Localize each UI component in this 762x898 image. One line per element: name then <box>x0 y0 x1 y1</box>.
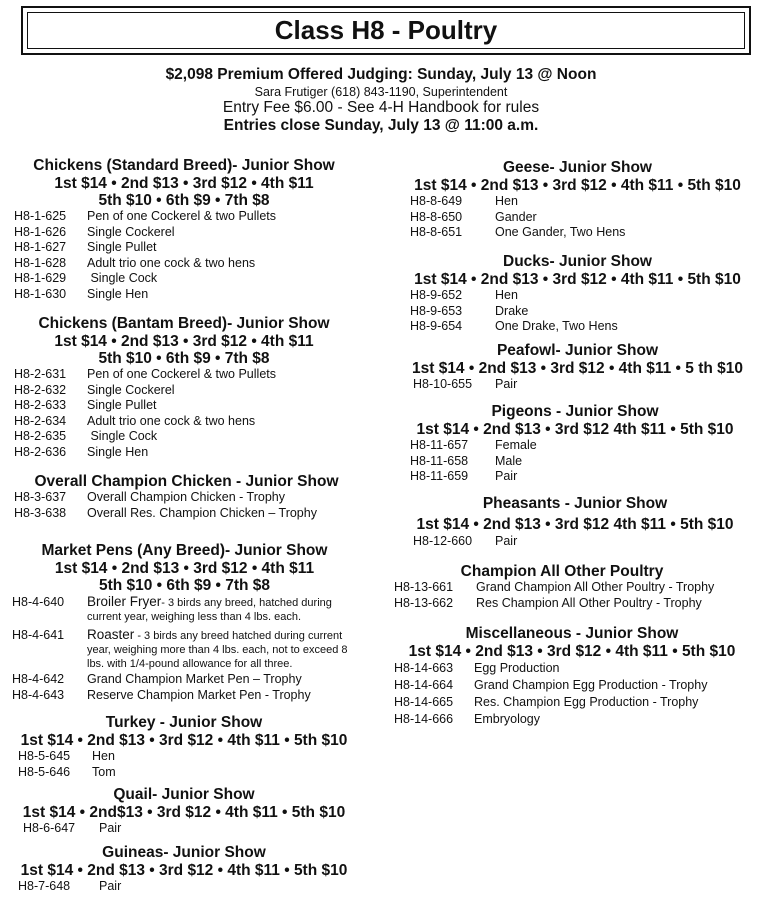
class-code: H8-8-651 <box>410 225 463 240</box>
class-name: Roaster <box>87 627 135 642</box>
section-title: Guineas- Junior Show <box>102 844 266 861</box>
class-item <box>14 209 354 225</box>
class-code: H8-1-625 <box>14 209 67 223</box>
class-code: H8-5-646 <box>18 764 71 779</box>
class-description: Single Cock <box>87 429 158 444</box>
class-item <box>394 580 750 596</box>
section-geese <box>405 160 750 241</box>
class-code: H8-2-633 <box>14 398 67 413</box>
section-guineas <box>14 845 354 895</box>
class-description: Male <box>495 453 523 468</box>
section-prizes: 1st $14 • 2nd $13 • 3rd $12 • 4th $11 <box>54 333 314 350</box>
class-code: H8-11-658 <box>410 453 469 468</box>
class-description: Pair <box>99 821 122 835</box>
section-prizes: 5th $10 • 6th $9 • 7th $8 <box>98 350 270 367</box>
class-description: Single Pullet <box>87 398 157 413</box>
class-item <box>14 287 354 303</box>
class-description: Res. Champion Egg Production - Trophy <box>474 695 699 709</box>
class-code: H8-14-663 <box>394 661 454 675</box>
class-item <box>400 438 750 454</box>
class-description: Single Cockerel <box>87 382 175 397</box>
section-prizes: 5th $10 • 6th $9 • 7th $8 <box>98 192 270 209</box>
class-description: One Gander, Two Hens <box>495 225 626 240</box>
class-description: Pen of one Cockerel & two Pullets <box>87 367 276 381</box>
class-code: H8-7-648 <box>18 879 71 893</box>
class-description: Overall Res. Champion Chicken – Trophy <box>87 505 317 520</box>
class-code: H8-1-627 <box>14 240 67 255</box>
class-description: Pair <box>495 469 518 484</box>
section-title: Pigeons - Junior Show <box>491 403 659 420</box>
class-code: H8-12-660 <box>413 534 473 548</box>
class-code: H8-1-630 <box>14 286 67 301</box>
class-description: Female <box>495 438 537 452</box>
premium-info: $2,098 Premium Offered Judging: Sunday, July 13 @ Noon <box>165 66 597 83</box>
class-description: Embryology <box>474 712 540 726</box>
class-description: Grand Champion All Other Poultry - Trophy <box>476 580 715 594</box>
class-description: Res Champion All Other Poultry - Trophy <box>476 595 702 610</box>
section-prizes: 1st $14 • 2nd $13 • 3rd $12 • 4th $11 <box>54 560 315 577</box>
class-code: H8-11-657 <box>410 438 469 452</box>
class-item <box>14 445 354 461</box>
class-code: H8-4-640 <box>12 595 65 609</box>
class-code: H8-3-637 <box>14 490 67 504</box>
section-market-pens <box>12 543 357 703</box>
class-code: H8-9-654 <box>410 319 463 334</box>
class-code: H8-14-666 <box>394 712 454 726</box>
section-title: Turkey - Junior Show <box>105 714 263 731</box>
section-prizes: 1st $14 • 2nd $13 • 3rd $12 • 4th $11 • 5th $10 <box>20 862 348 879</box>
class-code: H8-1-629 <box>14 271 67 286</box>
class-item <box>14 490 359 506</box>
page-title: Class H8 - Poultry <box>27 12 745 49</box>
class-item <box>405 210 750 226</box>
class-description: Egg Production <box>474 661 560 675</box>
class-item <box>400 469 750 485</box>
class-description: Grand Champion Egg Production - Trophy <box>474 678 708 692</box>
class-code: H8-2-632 <box>14 382 67 397</box>
class-description: Tom <box>92 764 116 779</box>
superintendent-info: Sara Frutiger (618) 843-1190, Superintendent <box>254 85 508 99</box>
class-item <box>14 414 354 430</box>
class-description: Single Hen <box>87 444 149 459</box>
section-overall-champion <box>14 474 359 521</box>
class-item <box>14 879 354 895</box>
entry-fee-info: Entry Fee $6.00 - See 4-H Handbook for rules <box>222 99 540 116</box>
class-description: Gander <box>495 209 537 224</box>
class-code: H8-4-641 <box>12 628 65 642</box>
class-code: H8-13-661 <box>394 580 454 594</box>
class-code: H8-1-626 <box>14 224 67 239</box>
class-description: Single Cock <box>87 271 158 286</box>
class-item <box>14 383 354 399</box>
class-description: Overall Champion Chicken - Trophy <box>87 490 285 504</box>
class-item <box>14 398 354 414</box>
section-champion-other <box>394 564 750 611</box>
class-description: Adult trio one cock & two hens <box>87 413 256 428</box>
class-item <box>14 240 354 256</box>
section-title: Market Pens (Any Breed)- Junior Show <box>41 542 328 559</box>
class-description: Hen <box>495 288 518 302</box>
class-code: H8-3-638 <box>14 505 67 520</box>
section-miscellaneous <box>394 626 750 728</box>
class-detail: - 3 birds any breed, hatched during current year, weighing less than 4 lbs. each. <box>87 597 332 623</box>
section-prizes: 1st $14 • 2nd $13 • 3rd $12 • 4th $11 • 5 th $10 <box>411 360 744 377</box>
class-description: Pen of one Cockerel & two Pullets <box>87 209 276 223</box>
class-item <box>394 677 750 694</box>
class-code: H8-9-653 <box>410 303 463 318</box>
class-description: Adult trio one cock & two hens <box>87 255 256 270</box>
class-item <box>14 749 354 765</box>
class-item <box>12 595 357 624</box>
section-prizes: 5th $10 • 6th $9 • 7th $8 <box>98 577 271 594</box>
class-item <box>405 377 750 393</box>
class-code: H8-8-649 <box>410 194 463 208</box>
class-code: H8-2-634 <box>14 413 67 428</box>
class-item <box>14 506 359 522</box>
class-item <box>12 672 357 688</box>
class-item <box>400 534 750 550</box>
class-description: Pair <box>495 377 518 391</box>
class-description: Reserve Champion Market Pen - Trophy <box>87 687 311 702</box>
section-title: Ducks- Junior Show <box>503 253 652 270</box>
section-prizes: 1st $14 • 2nd $13 • 3rd $12 • 4th $11 • 5th $10 <box>414 177 741 194</box>
class-item <box>14 367 354 383</box>
section-prizes: 1st $14 • 2nd $13 • 3rd $12 4th $11 • 5th $10 <box>416 421 734 438</box>
section-title: Overall Champion Chicken - Junior Show <box>34 473 339 490</box>
class-code: H8-6-647 <box>23 821 76 835</box>
class-code: H8-2-635 <box>14 429 67 444</box>
section-peafowl <box>405 343 750 393</box>
class-code: H8-14-665 <box>394 695 454 709</box>
section-pigeons <box>400 404 750 485</box>
class-description: Pair <box>99 879 122 893</box>
section-title: Geese- Junior Show <box>502 159 652 176</box>
class-code: H8-13-662 <box>394 595 454 610</box>
section-title: Chickens (Standard Breed)- Junior Show <box>33 157 335 174</box>
section-title: Pheasants - Junior Show <box>482 495 668 512</box>
class-item <box>405 304 750 320</box>
section-chickens-bantam <box>14 316 354 461</box>
class-item <box>14 821 354 837</box>
class-item <box>405 225 750 241</box>
class-item <box>405 319 750 335</box>
class-item <box>405 194 750 210</box>
section-title: Quail- Junior Show <box>113 786 255 803</box>
class-description: Single Hen <box>87 286 149 301</box>
class-item <box>14 429 354 445</box>
class-description: Grand Champion Market Pen – Trophy <box>87 672 302 686</box>
class-item <box>12 628 357 671</box>
class-code: H8-2-631 <box>14 367 67 381</box>
class-item <box>14 271 354 287</box>
section-ducks <box>405 254 750 335</box>
section-title: Chickens (Bantam Breed)- Junior Show <box>38 315 330 332</box>
class-item <box>394 596 750 612</box>
class-code: H8-2-636 <box>14 444 67 459</box>
class-code: H8-11-659 <box>410 469 469 484</box>
section-prizes: 1st $14 • 2nd$13 • 3rd $12 • 4th $11 • 5th $10 <box>22 804 346 821</box>
class-code: H8-9-652 <box>410 288 463 302</box>
class-item <box>405 288 750 304</box>
section-prizes: 1st $14 • 2nd $13 • 3rd $12 • 4th $11 <box>54 175 314 192</box>
section-prizes: 1st $14 • 2nd $13 • 3rd $12 • 4th $11 • 5th $10 <box>20 732 348 749</box>
class-item <box>400 454 750 470</box>
class-name: Broiler Fryer <box>87 594 162 609</box>
class-description: Hen <box>92 749 115 763</box>
class-item <box>394 694 750 711</box>
title-box <box>21 6 751 55</box>
class-description: One Drake, Two Hens <box>495 319 618 334</box>
class-item <box>394 660 750 677</box>
section-turkey <box>14 715 354 780</box>
section-title: Peafowl- Junior Show <box>496 342 659 359</box>
class-code: H8-4-643 <box>12 687 65 702</box>
class-code: H8-5-645 <box>18 749 71 763</box>
class-description: Single Pullet <box>87 240 157 255</box>
class-description: Pair <box>495 534 518 548</box>
class-description: Hen <box>495 194 518 208</box>
section-prizes: 1st $14 • 2nd $13 • 3rd $12 • 4th $11 • 5th $10 <box>414 271 741 288</box>
class-description: Single Cockerel <box>87 224 175 239</box>
section-quail <box>14 787 354 837</box>
class-code: H8-4-642 <box>12 672 65 686</box>
section-pheasants <box>400 496 750 550</box>
class-item <box>394 711 750 728</box>
class-code: H8-14-664 <box>394 678 454 692</box>
class-code: H8-8-650 <box>410 209 463 224</box>
class-item <box>12 688 357 704</box>
entries-close-info: Entries close Sunday, July 13 @ 11:00 a.m. <box>223 117 539 134</box>
section-prizes: 1st $14 • 2nd $13 • 3rd $12 • 4th $11 • 5th $10 <box>408 643 736 660</box>
class-code: H8-10-655 <box>413 377 473 391</box>
class-item <box>14 225 354 241</box>
section-prizes: 1st $14 • 2nd $13 • 3rd $12 4th $11 • 5th $10 <box>416 516 734 533</box>
class-item <box>14 765 354 781</box>
class-code: H8-1-628 <box>14 255 67 270</box>
class-item <box>14 256 354 272</box>
section-title: Miscellaneous - Junior Show <box>465 625 679 642</box>
class-detail: - 3 birds any breed hatched during current year, weighing more than 4 lbs. each, not to exceed 8 lbs. with 1/4-pound allowance for all three. <box>87 630 348 670</box>
class-description: Drake <box>495 303 529 318</box>
section-chickens-standard <box>14 158 354 303</box>
section-title: Champion All Other Poultry <box>460 563 664 580</box>
